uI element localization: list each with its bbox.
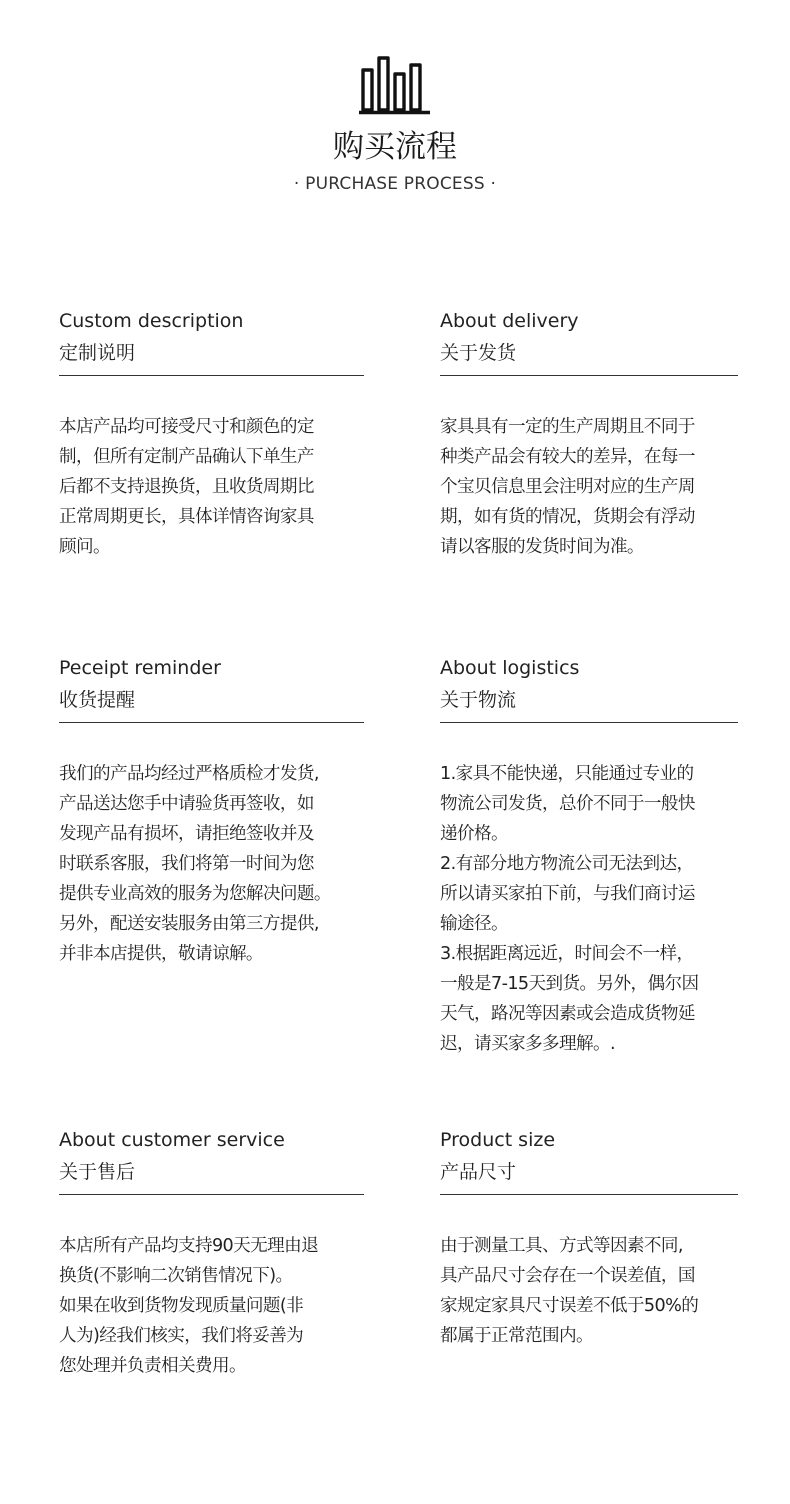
body-line: 1.家具不能快递，只能通过专业的 bbox=[440, 764, 694, 784]
section-body bbox=[440, 759, 745, 1059]
section-customer-service bbox=[59, 1126, 364, 1381]
body-line: 时联系客服，我们将第一时间为您 bbox=[59, 854, 314, 874]
body-line: 期，如有货的情况，货期会有浮动 bbox=[440, 507, 695, 527]
section-divider bbox=[440, 375, 738, 376]
body-line: 提供专业高效的服务为您解决问题。 bbox=[59, 884, 331, 904]
section-divider bbox=[440, 722, 738, 723]
section-title-en: Peceipt reminder bbox=[59, 657, 221, 679]
section-title-cn: 收货提醒 bbox=[59, 689, 136, 711]
body-line: 我们的产品均经过严格质检才发货, bbox=[59, 764, 319, 784]
body-line: 人为)经我们核实，我们将妥善为 bbox=[59, 1326, 304, 1346]
body-line: 并非本店提供，敬请谅解。 bbox=[59, 944, 263, 964]
section-divider bbox=[59, 1194, 364, 1195]
section-title-cn: 关于物流 bbox=[440, 689, 517, 711]
bar-chart-icon bbox=[358, 54, 432, 116]
body-line: 一般是7-15天到货。另外，偶尔因 bbox=[440, 974, 699, 994]
section-title-en: Custom description bbox=[59, 310, 244, 332]
section-custom-description bbox=[59, 307, 364, 562]
body-line: 发现产品有损坏，请拒绝签收并及 bbox=[59, 824, 314, 844]
section-title-en: About delivery bbox=[440, 310, 579, 332]
body-line: 具产品尺寸会存在一个误差值，国 bbox=[440, 1266, 695, 1286]
body-line: 由于测量工具、方式等因素不同, bbox=[440, 1236, 683, 1256]
section-body bbox=[440, 412, 745, 562]
section-product-size bbox=[440, 1126, 745, 1351]
body-line: 家具具有一定的生产周期且不同于 bbox=[440, 417, 695, 437]
body-line: 迟，请买家多多理解。. bbox=[440, 1034, 615, 1054]
body-line: 物流公司发货，总价不同于一般快 bbox=[440, 794, 695, 814]
page-title: 购买流程 bbox=[333, 129, 457, 165]
body-line: 递价格。 bbox=[440, 824, 508, 844]
body-line: 2.有部分地方物流公司无法到达， bbox=[440, 854, 694, 874]
body-line: 后都不支持退换货，且收货周期比 bbox=[59, 477, 314, 497]
section-title-cn: 关于发货 bbox=[440, 342, 517, 364]
body-line: 天气，路况等因素或会造成货物延 bbox=[440, 1004, 695, 1024]
body-line: 种类产品会有较大的差异，在每一 bbox=[440, 447, 695, 467]
body-line: 顾问。 bbox=[59, 537, 110, 557]
section-divider bbox=[440, 1194, 738, 1195]
body-line: 产品送达您手中请验货再签收，如 bbox=[59, 794, 314, 814]
section-body bbox=[59, 1231, 364, 1381]
section-receipt-reminder bbox=[59, 654, 364, 969]
body-line: 制，但所有定制产品确认下单生产 bbox=[59, 447, 314, 467]
section-body bbox=[440, 1231, 745, 1351]
page-subtitle: · PURCHASE PROCESS · bbox=[293, 174, 497, 194]
section-about-logistics bbox=[440, 654, 745, 1059]
body-line: 请以客服的发货时间为准。 bbox=[440, 537, 644, 557]
body-line: 本店产品均可接受尺寸和颜色的定 bbox=[59, 417, 314, 437]
body-line: 本店所有产品均支持90天无理由退 bbox=[59, 1236, 319, 1256]
body-line: 所以请买家拍下前，与我们商讨运 bbox=[440, 884, 695, 904]
body-line: 3.根据距离远近，时间会不一样， bbox=[440, 944, 694, 964]
section-body bbox=[59, 412, 364, 562]
body-line: 正常周期更长，具体详情咨询家具 bbox=[59, 507, 314, 527]
body-line: 输途径。 bbox=[440, 914, 508, 934]
body-line: 另外，配送安装服务由第三方提供, bbox=[59, 914, 319, 934]
section-title-en: Product size bbox=[440, 1129, 556, 1151]
section-title-cn: 关于售后 bbox=[59, 1161, 136, 1183]
section-divider bbox=[59, 722, 364, 723]
section-about-delivery bbox=[440, 307, 745, 562]
section-title-cn: 产品尺寸 bbox=[440, 1161, 517, 1183]
section-title-cn: 定制说明 bbox=[59, 342, 136, 364]
section-divider bbox=[59, 375, 364, 376]
section-title-en: About customer service bbox=[59, 1129, 285, 1151]
body-line: 您处理并负责相关费用。 bbox=[59, 1356, 246, 1376]
body-line: 个宝贝信息里会注明对应的生产周 bbox=[440, 477, 695, 497]
section-title-en: About logistics bbox=[440, 657, 580, 679]
body-line: 家规定家具尺寸误差不低于50%的 bbox=[440, 1296, 699, 1316]
body-line: 换货(不影响二次销售情况下)。 bbox=[59, 1266, 293, 1286]
section-body bbox=[59, 759, 364, 969]
body-line: 如果在收到货物发现质量问题(非 bbox=[59, 1296, 304, 1316]
body-line: 都属于正常范围内。 bbox=[440, 1326, 593, 1346]
